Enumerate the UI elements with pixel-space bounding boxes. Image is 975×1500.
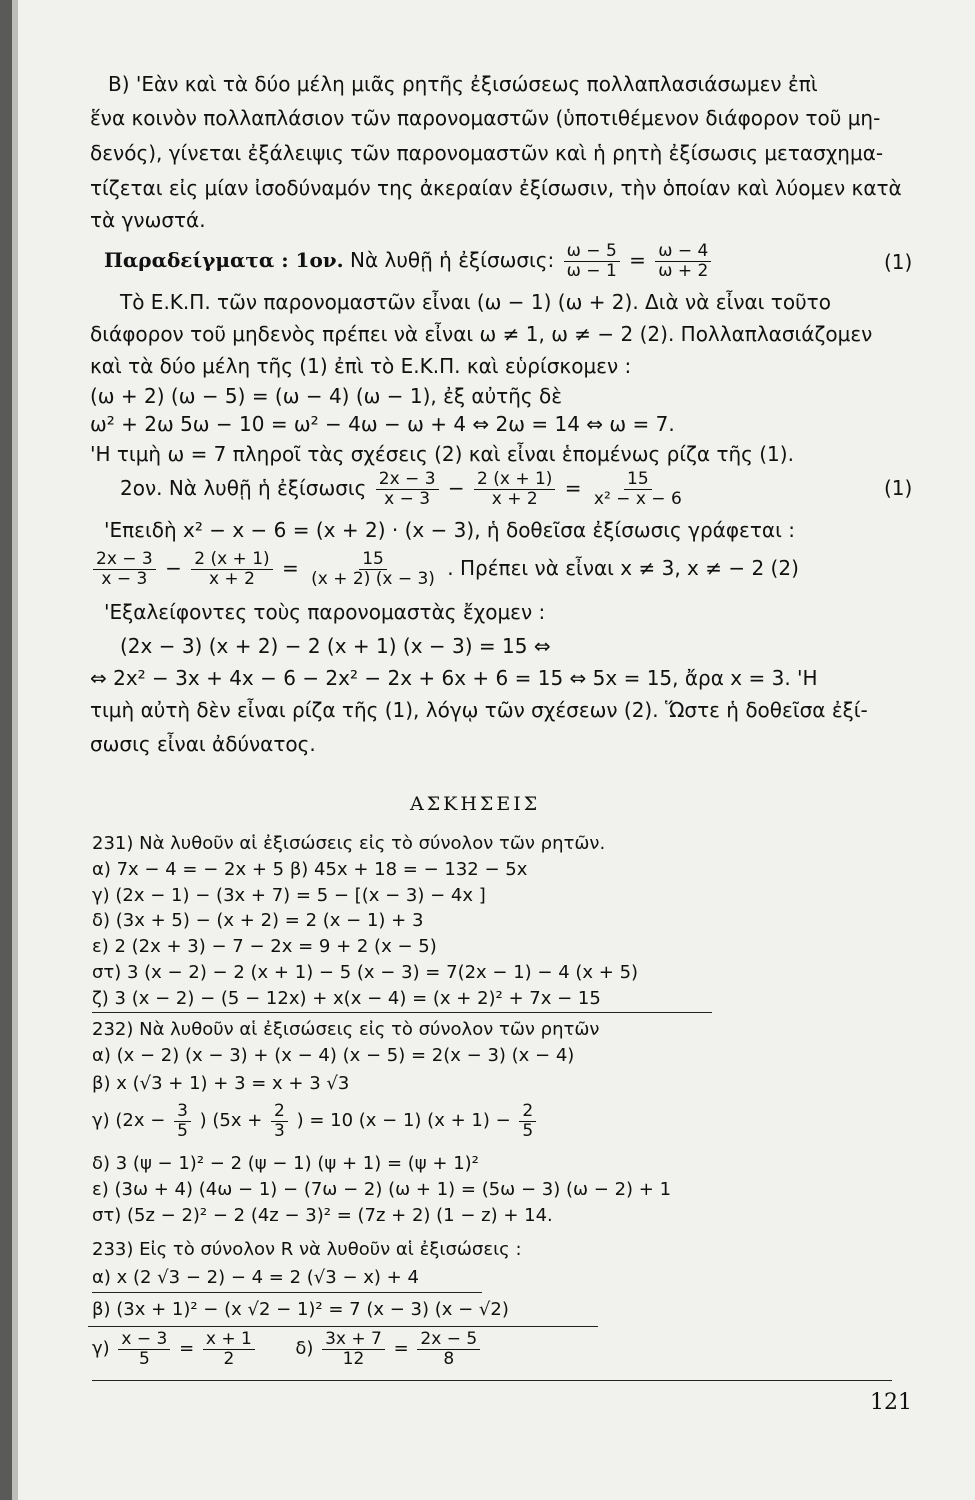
example-1-line-1: Τὸ Ε.Κ.Π. τῶν παρονομαστῶν εἶναι (ω − 1) (ω + 2). Διὰ νὰ εἶναι τοῦτο bbox=[120, 290, 831, 314]
fraction: $\frac{15}{\text{x² − x − 6}}$ bbox=[593, 469, 682, 509]
condition-text: . Πρέπει νὰ εἶναι x ≠ 3, x ≠ − 2 (2) bbox=[447, 556, 799, 580]
exercise-231-e: ε) 2 (2x + 3) − 7 − 2x = 9 + 2 (x − 5) bbox=[92, 936, 437, 957]
fraction: $\frac{3x + 7}{12}$ bbox=[322, 1330, 385, 1369]
fraction: $\frac{\omega - 5}{\omega - 1}$ bbox=[564, 242, 620, 281]
exercise-232-header: 232) Νὰ λυθοῦν αἱ ἐξισώσεις εἰς τὸ σύνολον τῶν ρητῶν bbox=[92, 1019, 600, 1040]
pencil-underline bbox=[92, 1292, 482, 1293]
fraction: $\frac{2 (x + 1)}{x + 2}$ bbox=[474, 470, 555, 509]
exercise-231-st: στ) 3 (x − 2) − 2 (x + 1) − 5 (x − 3) = 7(2x − 1) − 4 (x + 5) bbox=[92, 962, 639, 983]
fraction: $\frac{2 (x + 1)}{x + 2}$ bbox=[191, 550, 272, 589]
example-1-line-5: ω² + 2ω 5ω − 10 = ω² − 4ω − ω + 4 ⇔ 2ω = 14 ⇔ ω = 7. bbox=[90, 412, 675, 436]
example-1-line-3: καὶ τὰ δύο μέλη τῆς (1) ἐπὶ τὸ Ε.Κ.Π. καὶ εὑρίσκομεν : bbox=[90, 354, 632, 378]
page-number: 121 bbox=[870, 1390, 912, 1415]
example-1-line-6: 'Η τιμὴ ω = 7 πληροῖ τὰς σχέσεις (2) καὶ εἶναι ἑπομένως ρίζα τῆς (1). bbox=[90, 442, 794, 466]
intro-line-4: τίζεται εἰς μίαν ἰσοδύναμόν της ἀκεραίαν ἐξίσωσιν, τὴν ὁποίαν καὶ λύομεν κατὰ bbox=[90, 176, 902, 200]
pencil-underline bbox=[92, 1380, 892, 1381]
exercise-231-z: ζ) 3 (x − 2) − (5 − 12x) + x(x − 4) = (x + 2)² + 7x − 15 bbox=[92, 988, 601, 1009]
example-2-label: 2ον. Νὰ λυθῇ ἡ ἐξίσωσις bbox=[120, 476, 367, 500]
example-2-equation: 2ον. Νὰ λυθῇ ἡ ἐξίσωσις $\frac{2x - 3}{x - 3}$ − $\frac{2 (x + 1)}{x + 2}$ = $\frac{15}{\text{x² − x − 6}}$ bbox=[120, 466, 688, 510]
equation-tag: (1) bbox=[884, 476, 913, 500]
example-2-line-5: τιμὴ αὐτὴ δὲν εἶναι ρίζα τῆς (1), λόγῳ τῶν σχέσεων (2). Ὥστε ἡ δοθεῖσα ἐξί- bbox=[90, 698, 868, 722]
fraction: $\frac{15}{(x + 2) (x - 3)}$ bbox=[311, 549, 435, 589]
example-2-line-2: 'Εξαλείφοντες τοὺς παρονομαστὰς ἔχομεν : bbox=[104, 600, 546, 624]
intro-line-1: Β) 'Εὰν καὶ τὰ δύο μέλη μιᾶς ρητῆς ἐξισώσεως πολλαπλασιάσωμεν ἐπὶ bbox=[108, 72, 818, 96]
example-1-equation: Παραδείγματα : 1ον. Νὰ λυθῇ ἡ ἐξίσωσις: $\frac{\omega - 5}{\omega - 1}$ = $\frac{\omega - 4}{\omega + 2}$ bbox=[104, 238, 714, 282]
example-2-line-3: (2x − 3) (x + 2) − 2 (x + 1) (x − 3) = 15 ⇔ bbox=[120, 634, 551, 658]
exercise-232-e: ε) (3ω + 4) (4ω − 1) − (7ω − 2) (ω + 1) = (5ω − 3) (ω − 2) + 1 bbox=[92, 1179, 672, 1200]
exercise-231-c: γ) (2x − 1) − (3x + 7) = 5 − [(x − 3) − 4x ] bbox=[92, 885, 486, 906]
exercise-233-cd: γ) $\frac{x - 3}{5}$ = $\frac{x + 1}{2}$ δ) $\frac{3x + 7}{12}$ = $\frac{2x - 5}{8}$ bbox=[92, 1326, 483, 1372]
example-2-line-4: ⇔ 2x² − 3x + 4x − 6 − 2x² − 2x + 6x + 6 = 15 ⇔ 5x = 15, ἄρα x = 3. 'Η bbox=[90, 666, 818, 690]
fraction: $\frac{2x - 3}{x - 3}$ bbox=[93, 550, 156, 589]
intro-line-3: δενός), γίνεται ἐξάλειψις τῶν παρονομαστῶν καὶ ἡ ρητὴ ἐξίσωσις μετασχημα- bbox=[90, 141, 884, 165]
exercise-232-st: στ) (5z − 2)² − 2 (4z − 3)² = (7z + 2) (1 − z) + 14. bbox=[92, 1205, 553, 1226]
fraction: $\frac{2x - 5}{8}$ bbox=[417, 1330, 480, 1369]
fraction: $\frac{x - 3}{5}$ bbox=[118, 1330, 170, 1369]
exercise-233-b: β) (3x + 1)² − (x √2 − 1)² = 7 (x − 3) (x − √2) bbox=[92, 1299, 509, 1320]
example-1-line-4: (ω + 2) (ω − 5) = (ω − 4) (ω − 1), ἐξ αὐτῆς δὲ bbox=[90, 384, 563, 408]
fraction: $\frac{2}{3}$ bbox=[271, 1102, 288, 1141]
pencil-underline bbox=[92, 1012, 712, 1013]
example-1-line-2: διάφορον τοῦ μηδενὸς πρέπει νὰ εἶναι ω ≠ 1, ω ≠ − 2 (2). Πολλαπλασιάζομεν bbox=[90, 322, 873, 346]
exercise-232-c: γ) (2x − $\frac{3}{5}$ ) (5x + $\frac{2}{3}$ ) = 10 (x − 1) (x + 1) − $\frac{2}{5}$ bbox=[92, 1098, 539, 1144]
exercise-233-a: α) x (2 √3 − 2) − 4 = 2 (√3 − x) + 4 bbox=[92, 1267, 419, 1288]
fraction: $\frac{2x - 3}{x - 3}$ bbox=[376, 470, 439, 509]
exercise-231-header: 231) Νὰ λυθοῦν αἱ ἐξισώσεις εἰς τὸ σύνολον τῶν ρητῶν. bbox=[92, 833, 606, 854]
fraction: $\frac{x + 1}{2}$ bbox=[203, 1330, 255, 1369]
example-1-text: Νὰ λυθῇ ἡ ἐξίσωσις: bbox=[350, 248, 555, 272]
intro-line-5: τὰ γνωστά. bbox=[90, 208, 206, 232]
example-2-line-1: 'Επειδὴ x² − x − 6 = (x + 2) · (x − 3), ἡ δοθεῖσα ἐξίσωσις γράφεται : bbox=[104, 518, 795, 542]
binding-edge bbox=[0, 0, 12, 1500]
fraction: $\frac{2}{5}$ bbox=[519, 1102, 536, 1141]
example-1-label: Παραδείγματα : 1ον. bbox=[104, 248, 344, 272]
binding-shadow bbox=[12, 0, 18, 1500]
fraction: $\frac{\omega - 4}{\omega + 2}$ bbox=[655, 242, 711, 281]
exercise-232-b: β) x (√3 + 1) + 3 = x + 3 √3 bbox=[92, 1073, 350, 1094]
example-2-rewritten: $\frac{2x - 3}{x - 3}$ − $\frac{2 (x + 1)}{x + 2}$ = $\frac{15}{(x + 2) (x - 3)}$ . Πρέπει νὰ εἶναι x ≠ 3, x ≠ − 2 (2) bbox=[90, 546, 799, 590]
intro-line-2: ἕνα κοινὸν πολλαπλάσιον τῶν παρονομαστῶν (ὑποτιθέμενον διάφορον τοῦ μη- bbox=[90, 106, 881, 130]
exercise-231-d: δ) (3x + 5) − (x + 2) = 2 (x − 1) + 3 bbox=[92, 910, 424, 931]
fraction: $\frac{3}{5}$ bbox=[174, 1102, 191, 1141]
exercise-233-header: 233) Εἰς τὸ σύνολον R νὰ λυθοῦν αἱ ἐξισώσεις : bbox=[92, 1239, 522, 1260]
exercise-231-a: α) 7x − 4 = − 2x + 5 β) 45x + 18 = − 132 − 5x bbox=[92, 859, 528, 880]
equation-tag: (1) bbox=[884, 250, 913, 274]
example-2-line-6: σωσις εἶναι ἀδύνατος. bbox=[90, 732, 316, 756]
exercise-232-a: α) (x − 2) (x − 3) + (x − 4) (x − 5) = 2(x − 3) (x − 4) bbox=[92, 1045, 575, 1066]
exercises-title: ΑΣΚΗΣΕΙΣ bbox=[410, 793, 541, 815]
exercise-232-d: δ) 3 (ψ − 1)² − 2 (ψ − 1) (ψ + 1) = (ψ + 1)² bbox=[92, 1153, 479, 1174]
